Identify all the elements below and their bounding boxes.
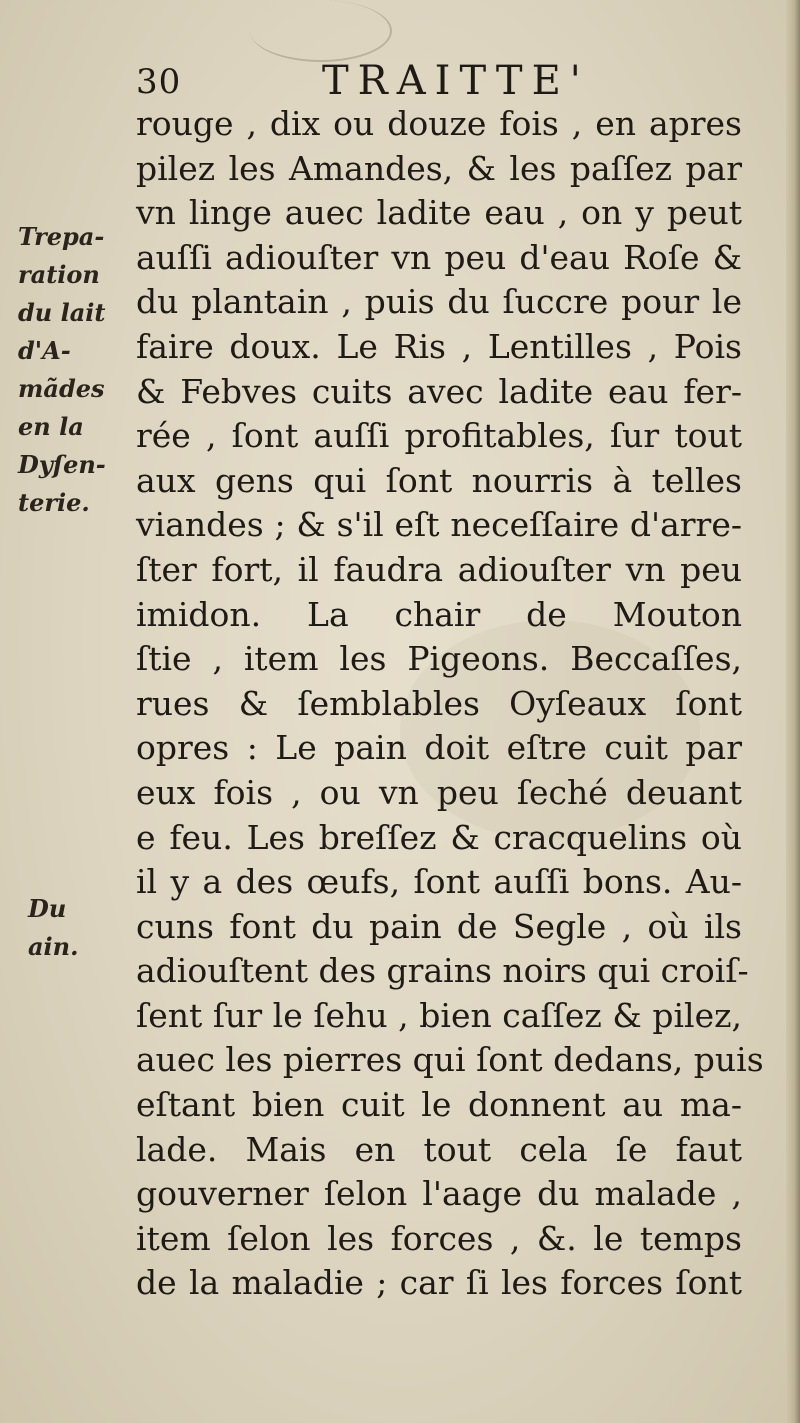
text-line: ſtie , item les Pigeons. Beccaſſes, — [136, 639, 742, 679]
text-line: rues & ſemblables Oyſeaux ſont — [136, 683, 742, 723]
text-line: e feu. Les breſſez & cracquelins où — [136, 817, 742, 857]
text-line: ſter fort, il faudra adiouſter vn peu — [136, 549, 742, 589]
text-line: vn linge auec ladite eau , on y peut — [136, 193, 742, 233]
text-line: auſſi adiouſter vn peu d'eau Roſe & — [136, 237, 742, 277]
margin-note-line: ain. — [28, 932, 79, 961]
text-line: adiouſtent des grains noirs qui croiſ- — [136, 951, 749, 991]
margin-note-line: en la — [18, 412, 84, 441]
text-line: pilez les Amandes, & les paſſez par — [136, 148, 742, 188]
text-line: rouge , dix ou douze fois , en apres — [136, 104, 742, 143]
text-line: imidon. La chair de Mouton — [136, 594, 742, 634]
text-line: cuns font du pain de Segle , où ils — [136, 906, 742, 946]
margin-note-line: d'A- — [18, 336, 71, 365]
text-line: faire doux. Le Ris , Lentilles , Pois — [136, 326, 742, 366]
text-line: ſent ſur le ſehu , bien caſſez & pilez, — [136, 995, 742, 1035]
body-text — [136, 102, 764, 1306]
text-line: viandes ; & s'il eſt neceſſaire d'arre- — [136, 505, 742, 545]
text-line: gouverner ſelon l'aage du malade , — [136, 1174, 742, 1214]
text-line: rée , ſont auſſi profitables, ſur tout — [136, 416, 742, 456]
text-line: lade. Mais en tout cela ſe faut — [136, 1129, 742, 1169]
text-line: du plantain , puis du ſuccre pour le — [136, 282, 742, 322]
page-header — [132, 58, 752, 108]
text-line: eſtant bien cuit le donnent au ma- — [136, 1085, 742, 1125]
page-number: 30 — [136, 62, 182, 102]
text-line: il y a des œufs, ſont auſſi bons. Au- — [136, 862, 742, 902]
margin-note-line: Trepa- — [18, 222, 105, 251]
running-title: TRAITTE' — [322, 58, 590, 104]
text-line: aux gens qui ſont nourris à telles — [136, 460, 742, 500]
page-stain — [250, 0, 392, 62]
margin-note-line: du lait — [18, 298, 106, 327]
margin-note-line: Du — [28, 894, 67, 923]
text-line: auec les pierres qui ſont dedans, puis — [136, 1040, 764, 1080]
text-line: de la maladie ; car ſi les forces ſont — [136, 1263, 742, 1303]
text-line: opres : Le pain doit eſtre cuit par — [136, 728, 742, 768]
margin-note-line: mãdes — [18, 374, 105, 403]
margin-note-line: terie. — [18, 488, 90, 517]
margin-note-line: Dyſen- — [18, 450, 106, 479]
margin-note-preparation — [18, 218, 130, 522]
text-line: eux fois , ou vn peu ſeché deuant — [136, 772, 742, 812]
text-line: item ſelon les forces , &. le temps — [136, 1218, 742, 1258]
margin-note-bread — [28, 890, 140, 966]
page-edge — [786, 0, 800, 1423]
text-line: & Febves cuits avec ladite eau fer- — [136, 371, 742, 411]
margin-note-line: ration — [18, 260, 100, 289]
